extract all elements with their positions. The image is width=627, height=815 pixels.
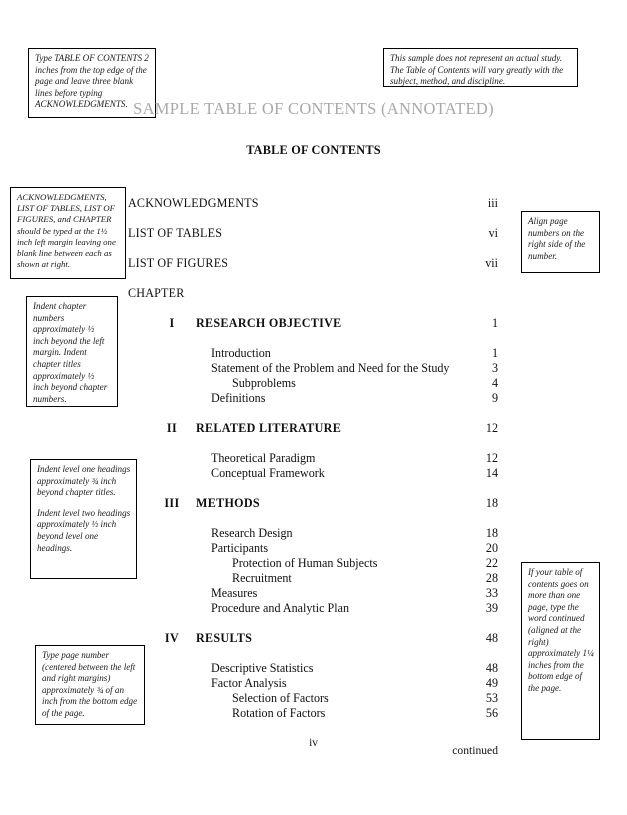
chapter-title: METHODS [196, 496, 260, 510]
toc-row-entry [128, 526, 498, 541]
toc-entry-page: 3 [491, 361, 498, 375]
toc-entry-page: 22 [485, 556, 498, 570]
annotation-front-matter-margin: ACKNOWLEDGMENTS, LIST OF TABLES, LIST OF FIGURES, and CHAPTER should be typed at the 1½ inch left margin leaving one blank line between each as shown at right. [10, 187, 126, 279]
toc-row-chapter-header [128, 286, 498, 301]
page-folio: iv [309, 737, 318, 749]
toc-row-entry [128, 376, 498, 391]
toc-entry-page: vii [485, 256, 498, 270]
annotation-top-left: Type TABLE OF CONTENTS 2 inches from the top edge of the page and leave three blank lines before typing ACKNOWLEDGMENTS. [28, 48, 156, 118]
toc-row-entry [128, 361, 498, 376]
toc-row-entry [128, 676, 498, 691]
toc-entry-page: 9 [491, 391, 498, 405]
toc-entry-label: Definitions [211, 391, 266, 405]
toc-row-entry [128, 586, 498, 601]
toc-entry-page: iii [487, 196, 498, 210]
toc-row-entry [128, 706, 498, 721]
toc-row-entry [128, 601, 498, 616]
chapter-title: RESULTS [196, 631, 253, 645]
toc-entry-page: 56 [485, 706, 498, 720]
toc-entry-label: Descriptive Statistics [211, 661, 314, 675]
annotation-page-number: Type page number (centered between the left and right margins) approximately ¾ of an inch from the bottom edge of the page. [35, 645, 145, 725]
toc-entry-label: Subproblems [232, 376, 296, 390]
chapter-number: IV [164, 631, 180, 645]
toc-entry-page: 33 [485, 586, 498, 600]
chapter-number: II [166, 421, 178, 435]
toc-row-chapter-2 [128, 421, 498, 436]
annotation-continued: If your table of contents goes on more than one page, type the word continued (aligned at the right) approximately 1¼ inches from the bottom edge of the page. [521, 562, 600, 740]
toc-entry-page: 28 [485, 571, 498, 585]
page-title: SAMPLE TABLE OF CONTENTS (ANNOTATED) [133, 99, 494, 118]
chapter-title: RELATED LITERATURE [196, 421, 342, 435]
toc-entry-label: Recruitment [232, 571, 292, 585]
toc-entry-label: Theoretical Paradigm [211, 451, 316, 465]
chapter-page: 12 [485, 421, 498, 435]
toc-row-entry [128, 571, 498, 586]
continued-label: continued [452, 744, 498, 757]
chapter-page: 1 [491, 316, 498, 330]
toc-entry-label: Rotation of Factors [232, 706, 326, 720]
toc-row-entry [128, 391, 498, 406]
chapter-page: 18 [485, 496, 498, 510]
toc-entry-page: 12 [485, 451, 498, 465]
annotation-align-page-numbers: Align page numbers on the right side of the number. [521, 211, 600, 273]
toc-row-entry [128, 541, 498, 556]
toc-entry-label: Introduction [211, 346, 271, 360]
toc-entry-page: 53 [485, 691, 498, 705]
toc-entry-label: Participants [211, 541, 269, 555]
toc-row-chapter-1 [128, 316, 498, 331]
annotation-top-right: This sample does not represent an actual study. The Table of Contents will vary greatly with the subject, method, and discipline. [383, 48, 578, 87]
table-of-contents [128, 196, 498, 759]
toc-entry-page: 1 [491, 346, 498, 360]
chapter-number: III [164, 496, 180, 510]
toc-entry-label: ACKNOWLEDGMENTS [128, 196, 259, 210]
toc-entry-label: Research Design [211, 526, 293, 540]
toc-heading: TABLE OF CONTENTS [246, 143, 381, 157]
toc-row-entry [128, 466, 498, 481]
toc-entry-label: Selection of Factors [232, 691, 329, 705]
chapter-page: 48 [485, 631, 498, 645]
toc-row-acknowledgments [128, 196, 498, 211]
toc-entry-page: 39 [485, 601, 498, 615]
toc-entry-page: 4 [491, 376, 498, 390]
annotation-heading-indent [30, 459, 137, 579]
toc-row-entry [128, 451, 498, 466]
toc-entry-page: vi [488, 226, 498, 240]
toc-entry-label: Factor Analysis [211, 676, 287, 690]
toc-entry-label: LIST OF FIGURES [128, 256, 229, 270]
chapter-number: I [169, 316, 175, 330]
chapter-column-header: CHAPTER [128, 286, 185, 300]
toc-row-list-of-tables [128, 226, 498, 241]
toc-entry-label: Procedure and Analytic Plan [211, 601, 350, 615]
toc-entry-page: 48 [485, 661, 498, 675]
chapter-title: RESEARCH OBJECTIVE [196, 316, 342, 330]
toc-entry-label: Statement of the Problem and Need for the Study [211, 361, 450, 375]
toc-row-entry [128, 661, 498, 676]
toc-row-entry [128, 556, 498, 571]
toc-row-list-of-figures [128, 256, 498, 271]
toc-entry-page: 18 [485, 526, 498, 540]
toc-row-entry [128, 346, 498, 361]
toc-row-entry [128, 691, 498, 706]
toc-entry-label: Measures [211, 586, 258, 600]
toc-row-chapter-4 [128, 631, 498, 646]
toc-entry-label: Conceptual Framework [211, 466, 325, 480]
annotation-heading-indent-level-one: Indent level one headings approximately ¾ inch beyond chapter titles. [37, 464, 131, 498]
annotation-chapter-indent: Indent chapter numbers approximately ½ inch beyond the left margin. Indent chapter titles approximately ½ inch beyond chapter numbers. [26, 296, 118, 407]
toc-entry-page: 14 [485, 466, 498, 480]
toc-row-chapter-3 [128, 496, 498, 511]
toc-entry-page: 20 [485, 541, 498, 555]
annotation-heading-indent-level-two: Indent level two headings approximately ½ inch beyond level one headings. [37, 507, 131, 553]
toc-entry-page: 49 [485, 676, 498, 690]
toc-entry-label: Protection of Human Subjects [232, 556, 378, 570]
toc-entry-label: LIST OF TABLES [128, 226, 223, 240]
